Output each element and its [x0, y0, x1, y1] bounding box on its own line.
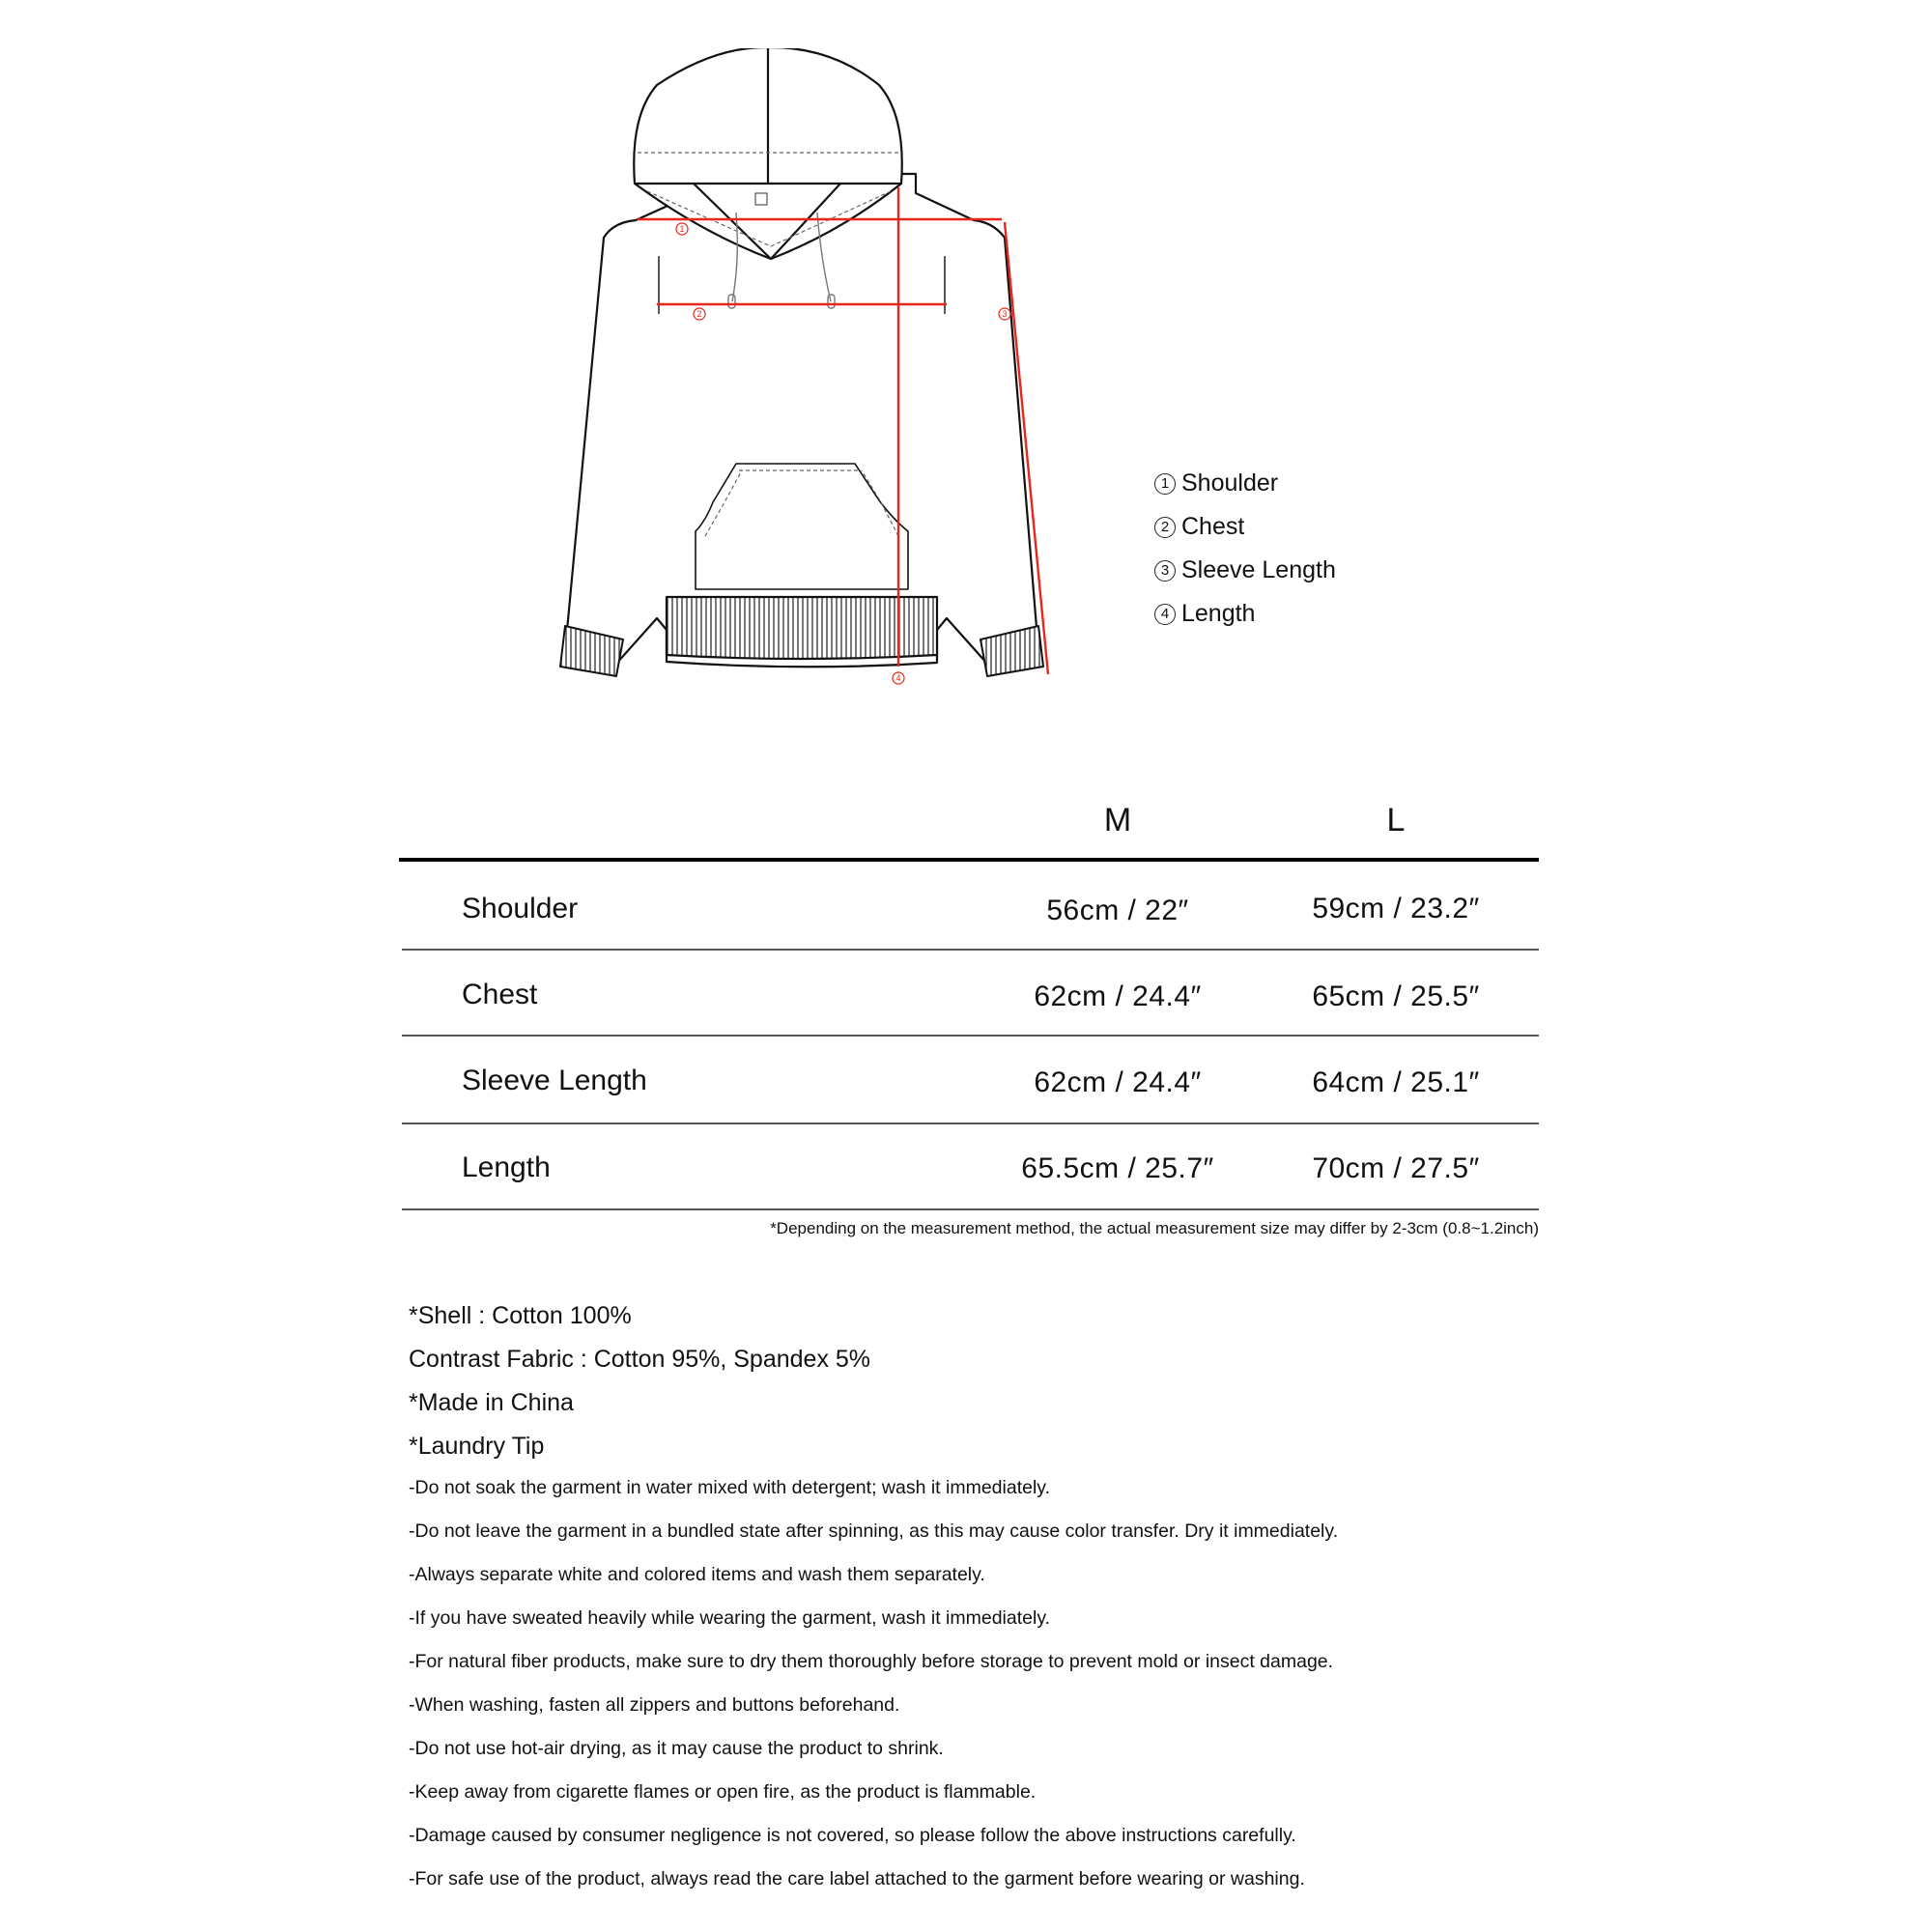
row-divider [402, 1122, 1539, 1124]
circled-number-icon: 1 [1154, 473, 1176, 495]
cell-l: 70cm / 27.5″ [1312, 1152, 1480, 1184]
cell-m: 62cm / 24.4″ [1034, 1066, 1202, 1098]
table-header-divider [399, 858, 1539, 862]
laundry-heading: *Laundry Tip [409, 1433, 545, 1460]
svg-text:1: 1 [679, 224, 685, 234]
row-label: Length [462, 1151, 551, 1183]
laundry-tip: -Do not use hot-air drying, as it may cause the product to shrink. [409, 1738, 944, 1759]
cell-m: 65.5cm / 25.7″ [1021, 1152, 1214, 1184]
column-header-m: M [1103, 802, 1132, 838]
laundry-tip: -Do not leave the garment in a bundled state after spinning, as this may cause color transfer. Dry it immediately. [409, 1520, 1339, 1542]
measurement-disclaimer: *Depending on the measurement method, the actual measurement size may differ by 2-3cm (0.8~1.2inch) [770, 1219, 1539, 1237]
country-of-origin: *Made in China [409, 1389, 574, 1416]
cell-l: 64cm / 25.1″ [1312, 1066, 1480, 1098]
column-header-l: L [1386, 802, 1406, 838]
row-divider [402, 1208, 1539, 1210]
row-divider [402, 949, 1539, 951]
laundry-tip: -If you have sweated heavily while wearing the garment, wash it immediately. [409, 1607, 1051, 1629]
row-label: Shoulder [462, 893, 579, 924]
measurement-legend [1154, 462, 1336, 636]
row-label: Chest [462, 979, 538, 1010]
contrast-fabric: Contrast Fabric : Cotton 95%, Spandex 5% [409, 1346, 871, 1373]
laundry-tip: -When washing, fasten all zippers and buttons beforehand. [409, 1694, 900, 1716]
laundry-tip: -For safe use of the product, always read the care label attached to the garment before wearing or washing. [409, 1868, 1305, 1889]
laundry-tip: -Damage caused by consumer negligence is not covered, so please follow the above instructions carefully. [409, 1825, 1296, 1846]
legend-item-sleeve-length [1154, 549, 1336, 592]
legend-label: Length [1181, 600, 1256, 627]
cell-m: 62cm / 24.4″ [1034, 980, 1202, 1012]
shell-material: *Shell : Cotton 100% [409, 1302, 632, 1329]
legend-label: Sleeve Length [1181, 556, 1336, 583]
svg-text:3: 3 [1002, 309, 1008, 319]
cell-l: 65cm / 25.5″ [1312, 980, 1480, 1012]
hoodie-measurement-diagram [551, 48, 1063, 715]
row-divider [402, 1035, 1539, 1037]
legend-item-shoulder [1154, 462, 1336, 505]
laundry-tip: -Do not soak the garment in water mixed with detergent; wash it immediately. [409, 1477, 1051, 1498]
laundry-tip: -Always separate white and colored items and wash them separately. [409, 1564, 985, 1585]
laundry-tip: -For natural fiber products, make sure to dry them thoroughly before storage to prevent mold or insect damage. [409, 1651, 1334, 1672]
svg-text:4: 4 [895, 673, 901, 683]
cell-l: 59cm / 23.2″ [1312, 893, 1480, 924]
svg-text:2: 2 [696, 309, 702, 319]
laundry-tip: -Keep away from cigarette flames or open fire, as the product is flammable. [409, 1781, 1037, 1803]
circled-number-icon: 4 [1154, 604, 1176, 625]
legend-label: Shoulder [1181, 469, 1279, 497]
legend-item-chest [1154, 505, 1336, 549]
legend-item-length [1154, 592, 1336, 636]
circled-number-icon: 3 [1154, 560, 1176, 582]
cell-m: 56cm / 22″ [1046, 895, 1189, 926]
circled-number-icon: 2 [1154, 517, 1176, 538]
legend-label: Chest [1181, 513, 1245, 540]
row-label: Sleeve Length [462, 1065, 647, 1096]
